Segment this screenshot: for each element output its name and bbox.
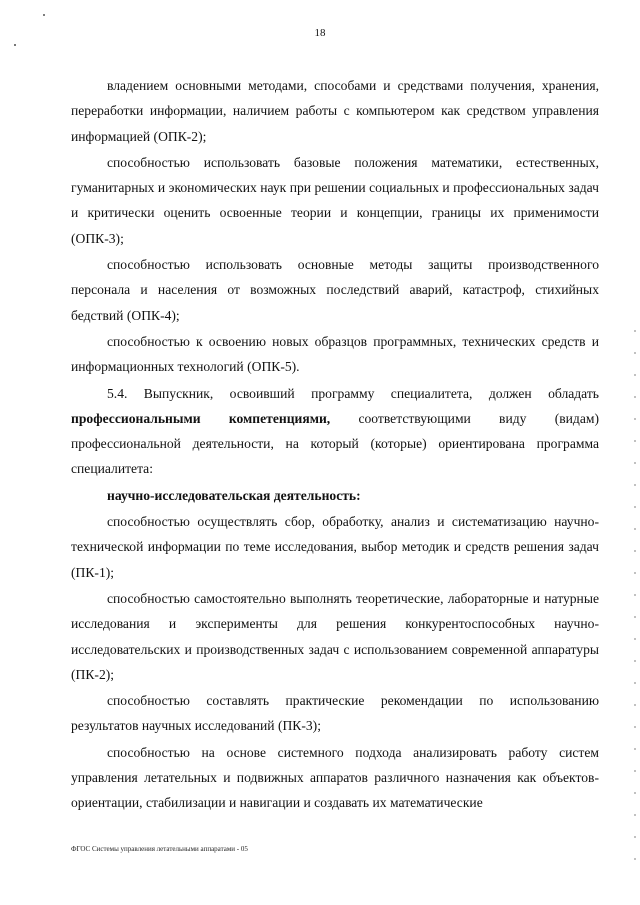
page-footer: ФГОС Системы управления летательными аппаратами - 05: [71, 845, 248, 853]
paragraph-opk-3: способностью использовать базовые положения математики, естественных, гуманитарных и экономических наук при решении социальных и профессиональных задач и критически оценить освоенные теории и концепции, границы их применимости (ОПК-3);: [71, 154, 599, 246]
section-5-4-bold: профессиональными компетенциями,: [71, 410, 331, 426]
paragraph-opk-2: владением основными методами, способами и средствами получения, хранения, переработки информации, наличием работы с компьютером как средством управления информацией (ОПК-2);: [71, 78, 599, 144]
paragraph-pk-1: способностью осуществлять сбор, обработку, анализ и систематизацию научно-технической информации по теме исследования, выбор методик и средств решения задач (ПК-1);: [71, 514, 599, 580]
scan-artifact: [43, 14, 45, 16]
scan-artifact: [14, 44, 16, 46]
activity-heading: научно-исследовательская деятельность:: [107, 487, 361, 503]
page-number: 18: [314, 27, 326, 39]
paragraph-opk-5: способностью к освоению новых образцов программных, технических средств и информационных технологий (ОПК-5).: [71, 333, 599, 375]
scan-edge-artifact: [634, 320, 636, 880]
paragraph-opk-4: способностью использовать основные методы защиты производственного персонала и населения от возможных последствий аварий, катастроф, стихийных бедствий (ОПК-4);: [71, 257, 599, 323]
paragraph-pk-2: способностью самостоятельно выполнять теоретические, лабораторные и натурные исследования и эксперименты для решения конкурентоспособных научно-исследовательских и производственных задач с использованием современной аппаратуры (ПК-2);: [71, 590, 599, 682]
paragraph-pk-4: способностью на основе системного подхода анализировать работу систем управления летательных и подвижных аппаратов различного назначения как объектов- ориентации, стабилизации и навигации и создавать их математические: [71, 744, 599, 811]
paragraph-section-5-4: [71, 381, 599, 482]
section-5-4-rest: соответствующими виду (видам) профессиональной деятельности, на который (которые) ориентирована программа специалитета:: [71, 410, 600, 477]
document-body: [71, 73, 599, 816]
section-5-4-lead: 5.4. Выпускник, освоивший программу специалитета, должен обладать: [107, 385, 599, 401]
paragraph-pk-3: способностью составлять практические рекомендации по использованию результатов научных исследований (ПК-3);: [71, 693, 599, 734]
